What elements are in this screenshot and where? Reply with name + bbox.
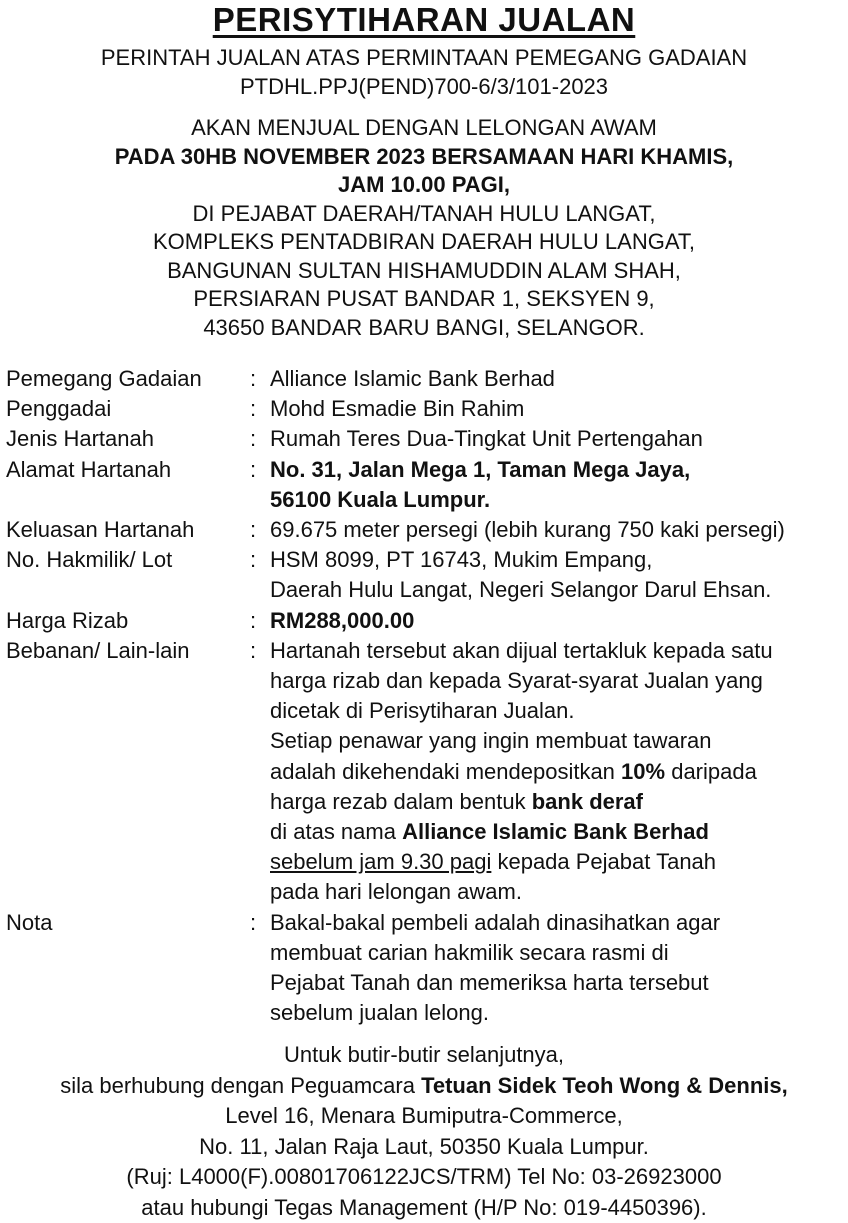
deadline-text: sebelum jam 9.30 pagi — [270, 849, 491, 874]
payment-method: bank deraf — [532, 789, 643, 814]
title-lot-value — [270, 545, 848, 605]
encumbrance-line — [270, 757, 848, 787]
encumbrance-text: adalah dikehendaki mendepositkan — [270, 759, 621, 784]
detail-label: Harga Rizab — [6, 606, 236, 636]
footer-line: (Ruj: L4000(F).00801706122JCS/TRM) Tel No: 03-26923000 — [0, 1162, 848, 1193]
encumbrance-line — [270, 817, 848, 847]
encumbrance-text: daripada — [665, 759, 757, 784]
detail-row-title-lot — [6, 545, 848, 605]
reference-number: PTDHL.PPJ(PEND)700-6/3/101-2023 — [0, 73, 848, 102]
chargee-value: Alliance Islamic Bank Berhad — [270, 364, 848, 394]
encumbrance-text: harga rezab dalam bentuk — [270, 789, 532, 814]
encumbrance-text: di atas nama — [270, 819, 402, 844]
auction-info — [0, 114, 848, 342]
detail-label: Alamat Hartanah — [6, 455, 236, 515]
encumbrance-line: dicetak di Perisytiharan Jualan. — [270, 696, 848, 726]
detail-row-chargor — [6, 394, 848, 424]
encumbrance-line: Hartanah tersebut akan dijual tertakluk kepada satu — [270, 636, 848, 666]
note-line: Bakal-bakal pembeli adalah dinasihatkan agar — [270, 908, 848, 938]
encumbrance-text: kepada Pejabat Tanah — [491, 849, 716, 874]
title-lot-line: HSM 8099, PT 16743, Mukim Empang, — [270, 545, 848, 575]
detail-colon: : — [236, 364, 270, 394]
detail-colon: : — [236, 908, 270, 1029]
reserve-price-value: RM288,000.00 — [270, 606, 848, 636]
detail-label: Jenis Hartanah — [6, 424, 236, 454]
detail-row-reserve-price — [6, 606, 848, 636]
note-line: sebelum jualan lelong. — [270, 998, 848, 1028]
auction-date: PADA 30HB NOVEMBER 2023 BERSAMAAN HARI KHAMIS, — [0, 143, 848, 172]
detail-colon: : — [236, 606, 270, 636]
address-line: 56100 Kuala Lumpur. — [270, 485, 848, 515]
detail-row-chargee — [6, 364, 848, 394]
detail-colon: : — [236, 394, 270, 424]
auction-announcement: AKAN MENJUAL DENGAN LELONGAN AWAM — [0, 114, 848, 143]
detail-label: Pemegang Gadaian — [6, 364, 236, 394]
footer-text: sila berhubung dengan Peguamcara — [60, 1073, 421, 1098]
property-address-value — [270, 455, 848, 515]
notice-header — [0, 44, 848, 101]
detail-row-property-type — [6, 424, 848, 454]
detail-row-property-area — [6, 515, 848, 545]
note-line: membuat carian hakmilik secara rasmi di — [270, 938, 848, 968]
encumbrance-line: Setiap penawar yang ingin membuat tawaran — [270, 726, 848, 756]
encumbrance-line — [270, 847, 848, 877]
detail-label: Bebanan/ Lain-lain — [6, 636, 236, 908]
footer-line: No. 11, Jalan Raja Laut, 50350 Kuala Lumpur. — [0, 1132, 848, 1163]
contact-footer — [0, 1040, 848, 1223]
detail-label: Nota — [6, 908, 236, 1029]
property-area-value: 69.675 meter persegi (lebih kurang 750 kaki persegi) — [270, 515, 848, 545]
property-type-value: Rumah Teres Dua-Tingkat Unit Pertengahan — [270, 424, 848, 454]
detail-label: Keluasan Hartanah — [6, 515, 236, 545]
note-value — [270, 908, 848, 1029]
notice-title: PERISYTIHARAN JUALAN — [0, 0, 848, 40]
auction-venue-line: BANGUNAN SULTAN HISHAMUDDIN ALAM SHAH, — [0, 257, 848, 286]
detail-label: No. Hakmilik/ Lot — [6, 545, 236, 605]
encumbrance-line — [270, 787, 848, 817]
title-lot-line: Daerah Hulu Langat, Negeri Selangor Darul Ehsan. — [270, 575, 848, 605]
note-line: Pejabat Tanah dan memeriksa harta tersebut — [270, 968, 848, 998]
footer-line: Level 16, Menara Bumiputra-Commerce, — [0, 1101, 848, 1132]
detail-row-property-address — [6, 455, 848, 515]
detail-row-encumbrances — [6, 636, 848, 908]
detail-label: Penggadai — [6, 394, 236, 424]
footer-line — [0, 1071, 848, 1102]
notice-subtitle: PERINTAH JUALAN ATAS PERMINTAAN PEMEGANG GADAIAN — [0, 44, 848, 73]
detail-row-note — [6, 908, 848, 1029]
encumbrances-value — [270, 636, 848, 908]
encumbrance-line: harga rizab dan kepada Syarat-syarat Jualan yang — [270, 666, 848, 696]
payee-name: Alliance Islamic Bank Berhad — [402, 819, 709, 844]
footer-line: atau hubungi Tegas Management (H/P No: 019-4450396). — [0, 1193, 848, 1223]
encumbrance-line: pada hari lelongan awam. — [270, 877, 848, 907]
chargor-value: Mohd Esmadie Bin Rahim — [270, 394, 848, 424]
address-line: No. 31, Jalan Mega 1, Taman Mega Jaya, — [270, 455, 848, 485]
detail-colon: : — [236, 636, 270, 908]
auction-venue-line: KOMPLEKS PENTADBIRAN DAERAH HULU LANGAT, — [0, 228, 848, 257]
detail-colon: : — [236, 515, 270, 545]
detail-colon: : — [236, 424, 270, 454]
detail-colon: : — [236, 545, 270, 605]
footer-line: Untuk butir-butir selanjutnya, — [0, 1040, 848, 1071]
auction-venue-line: DI PEJABAT DAERAH/TANAH HULU LANGAT, — [0, 200, 848, 229]
auction-time: JAM 10.00 PAGI, — [0, 171, 848, 200]
detail-colon: : — [236, 455, 270, 515]
auction-venue-line: 43650 BANDAR BARU BANGI, SELANGOR. — [0, 314, 848, 343]
auction-venue-line: PERSIARAN PUSAT BANDAR 1, SEKSYEN 9, — [0, 285, 848, 314]
solicitor-name: Tetuan Sidek Teoh Wong & Dennis, — [421, 1073, 788, 1098]
property-details — [6, 364, 848, 1028]
deposit-percentage: 10% — [621, 759, 665, 784]
